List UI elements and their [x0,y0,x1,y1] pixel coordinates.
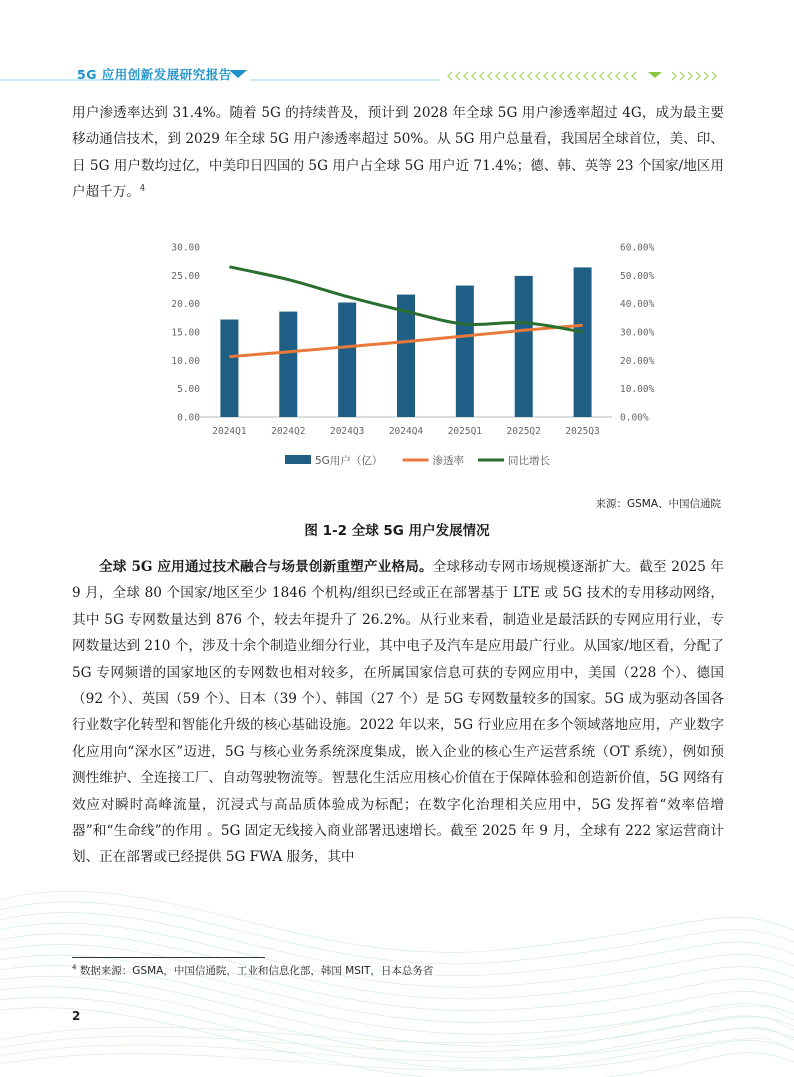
right-axis-tick-label: 0.00% [620,412,649,424]
right-axis-tick-label: 30.00% [620,327,655,339]
body-paragraph [72,554,724,871]
body-lead: 全球 5G 应用通过技术融合与场景创新重塑产业格局。 [99,559,433,575]
bar-5g-users [338,303,356,417]
left-axis-tick-label: 30.00 [171,242,200,254]
footnote-number: 4 [72,963,77,972]
x-axis-tick-label: 2024Q1 [212,426,247,437]
left-axis-tick-label: 5.00 [177,384,200,396]
left-axis-tick-label: 25.00 [171,270,200,282]
legend-label: 5G用户（亿） [315,455,383,467]
header-title: 5G 应用创新发展研究报告 [77,67,232,82]
footnote-divider [72,957,265,958]
bar-5g-users [220,320,238,417]
footnote [72,963,433,978]
x-axis-tick-label: 2025Q1 [447,426,483,437]
decorative-wave-background [0,840,794,1077]
x-axis-tick-label: 2025Q3 [565,426,600,437]
figure-caption: 图 1-2 全球 5G 用户发展情况 [304,523,490,539]
x-axis-tick-label: 2024Q3 [329,426,365,437]
left-axis-tick-label: 0.00 [177,412,200,424]
right-axis-tick-label: 10.00% [620,384,655,396]
legend-label: 渗透率 [432,455,464,467]
x-axis-tick-label: 2024Q2 [271,426,306,437]
intro-text: 用户渗透率达到 31.4%。随着 5G 的持续普及，预计到 2028 年全球 5G 用户渗透率超过 4G，成为最主要移动通信技术，到 2029 年全球 5G 用户渗透率超过 50%。从 5G 用户总量看，我国居全球首位，美、印、日 5G 用户数均过亿，中美印日四国的 5G 用户占全球 5G 用户近 71.4%；德、韩、英等 23 个国家/地区用户超千万。 [72,105,724,201]
intro-paragraph [72,100,724,206]
page-number: 2 [72,1009,81,1023]
x-axis-tick-label: 2025Q2 [506,426,541,437]
figure-source: 来源：GSMA、中国信通院 [595,498,721,510]
right-axis-tick-label: 20.00% [620,355,655,367]
5g-users-chart [72,232,724,474]
bar-5g-users [574,267,592,417]
left-axis-tick-label: 15.00 [171,327,200,339]
header-triangle-icon-green [648,72,662,78]
right-axis-tick-label: 50.00% [620,270,655,282]
left-axis-tick-label: 20.00 [171,299,200,311]
legend-swatch [285,455,311,464]
bar-5g-users [515,276,533,417]
right-axis-tick-label: 60.00% [620,242,655,254]
legend-label: 同比增长 [508,455,550,467]
footnote-ref: 4 [139,183,146,193]
right-axis-tick-label: 40.00% [620,299,655,311]
bar-5g-users [279,312,297,417]
body-text: 全球移动专网市场规模逐渐扩大。截至 2025 年 9 月，全球 80 个国家/地区至少 1846 个机构/组织已经或正在部署基于 LTE 或 5G 技术的专用移动网络，其中 5G 专网数量达到 876 个，较去年提升了 26.2%。从行业来看，制造业是最活跃的专网应用行业，专网数量达到 210 个，涉及十余个制造业细分行业，其中电子及汽车是应用最广行业。从国家/地区看，分配了 5G 专网频谱的国家地区的专网数也相对较多，在所属国家信息可获的专网应用中，美国（228 个）、德国（92 个）、英国（59 个）、日本（39 个）、韩国（27 个）是 5G 专网数量较多的国家。5G 成为驱动各国各行业数字化转型和智能化升级的核心基础设施。2022 年以来，5G 行业应用在多个领域落地应用，产业数字化应用向“深水区”迈进，5G 与核心业务系统深度集成，嵌入企业的核心生产运营系统（OT 系统），例如预测性维护、全连接工厂、自动驾驶物流等。智慧化生活应用核心价值在于保障体验和创造新价值，5G 网络有效应对瞬时高峰流量，沉浸式与高品质体验成为标配；在数字化治理相关应用中，5G 发挥着“效率倍增器”和“生命线”的作用 。5G 固定无线接入商业部署迅速增长。截至 2025 年 9 月，全球有 222 家运营商计划、正在部署或已经提供 5G FWA 服务，其中 [72,559,724,866]
left-axis-tick-label: 10.00 [171,355,200,367]
x-axis-tick-label: 2024Q4 [388,426,424,437]
bar-5g-users [456,286,474,417]
footnote-text: 数据来源：GSMA，中国信通院，工业和信息化部，韩国 MSIT，日本总务省 [79,965,434,977]
